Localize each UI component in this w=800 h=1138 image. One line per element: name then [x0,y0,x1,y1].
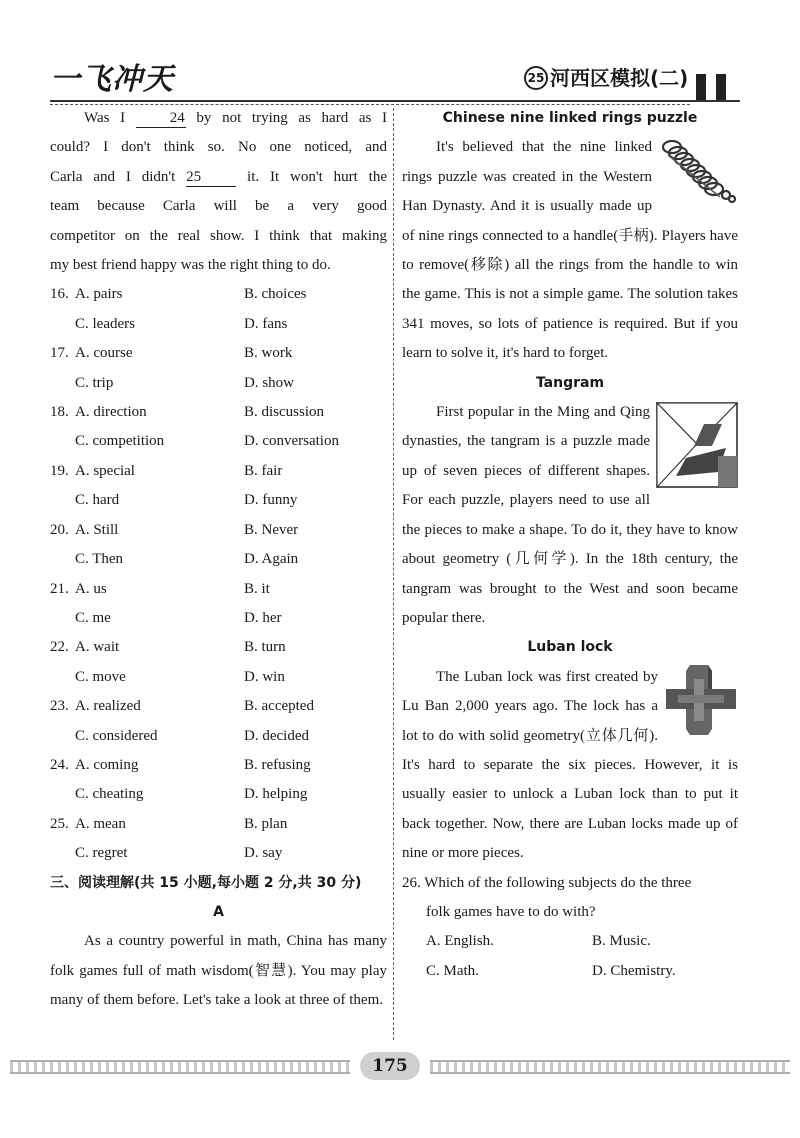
question-19-row-1: 19. A. special B. fair [50,462,283,479]
passage-line-2: could? I don't think so. No one noticed, and [50,139,387,156]
reading-section-title: 三、阅读理解(共 15 小题,每小题 2 分,共 30 分) [50,874,362,891]
page-header [0,0,800,110]
question-19-row-2: C. hard D. funny [75,492,298,509]
question-22-row-2: C. move D. win [75,668,285,685]
series-logo: 一飞冲天 [50,62,174,97]
question-26-row-2: C. Math. D. Chemistry. [426,962,676,979]
question-24-row-2: C. cheating D. helping [75,786,308,803]
question-26 [402,869,738,987]
right-column [402,104,738,986]
question-25-row-2: C. regret D. say [75,845,283,862]
part-label: A [213,903,224,920]
rings-section [402,133,738,368]
exam-badge [524,62,688,91]
exam-title: 河西区模拟(二) [550,66,689,90]
question-21-row-2: C. me D. her [75,609,282,626]
blank-25: 25 [186,168,236,187]
rings-title: Chinese nine linked rings puzzle [442,110,698,126]
page-footer [0,1050,800,1080]
page-number: 175 [360,1052,420,1080]
passage-line-6: my best friend happy was the right thing to do. [50,257,331,274]
passage-line-1: Was I 24 by not trying as hard as I [84,110,387,126]
question-list [50,280,387,868]
question-20-row-1: 20. A. Still B. Never [50,521,299,538]
luban-lock-image [664,663,738,735]
reading-intro: As a country powerful in math, China has many folk games full of math wisdom(智慧). You may play many of them before. Let's take a look at three of them. [50,933,387,1009]
nine-rings-puzzle-image [658,133,738,203]
header-rule [50,100,740,102]
question-18-row-2: C. competition D. conversation [75,433,339,450]
question-17-row-2: C. trip D. show [75,374,295,391]
question-16-row-2: C. leaders D. fans [75,315,288,332]
question-17-row-1: 17. A. course B. work [50,345,293,362]
luban-title: Luban lock [527,639,613,656]
question-24-row-1: 24. A. coming B. refusing [50,756,311,773]
blank-24: 24 [136,109,186,128]
passage-line-4: team because Carla will be a very good [50,198,387,215]
question-23-row-1: 23. A. realized B. accepted [50,698,314,715]
tangram-image [656,402,738,488]
question-22-row-1: 22. A. wait B. turn [50,639,286,656]
passage-line-3: Carla and I didn't 25 it. It won't hurt the [50,168,387,185]
rings-text: It's believed that the nine linked rings puzzle was created in the Western Han Dynasty. And it is usually made up of nine rings connected to a handle(手柄). Players have to remove(移除) all the rings from the handle to win the game. This is not a simple game. The solution takes 341 moves, so lots of patience is required. But if you learn to solve it, it's hard to forget. [402,139,738,362]
tangram-text: First popular in the Ming and Qing dynasties, the tangram is a puzzle made up of seven pieces of different shapes. For each puzzle, players need to use all the pieces to make a shape. To do it, they have to know about geometry (几何学). In the 18th century, the tangram was brought to the West and soon became popular there. [402,404,738,626]
question-20-row-2: C. Then D. Again [75,551,299,568]
luban-section [402,663,738,869]
question-21-row-1: 21. A. us B. it [50,580,270,597]
question-26-stem-line-2: folk games have to do with? [426,903,596,920]
question-26-row-1: A. English. B. Music. [426,933,651,950]
column-divider [393,108,394,1040]
footer-pattern-left [10,1060,350,1074]
question-16-row-1: 16. A. pairs B. choices [50,286,307,303]
exam-number-circle: 25 [524,66,548,90]
passage-line-5: competitor on the real show. I think that making [50,227,387,244]
checker-decoration [696,74,736,102]
footer-pattern-right [430,1060,790,1074]
question-18-row-1: 18. A. direction B. discussion [50,404,325,421]
tangram-title: Tangram [535,374,605,391]
question-23-row-2: C. considered D. decided [75,727,309,744]
luban-text: The Luban lock was first created by Lu Ban 2,000 years ago. The lock has a lot to do with solid geometry(立体几何). It's hard to separate the six pieces. However, it is usually easier to unlock a Luban lock than to put it back together. Now, there are Luban locks made up of nine or more pieces. [402,668,738,862]
question-26-stem-line-1: 26. Which of the following subjects do the three [402,874,692,891]
question-25-row-1: 25. A. mean B. plan [50,815,288,832]
tangram-section [402,398,738,633]
left-column [50,104,387,1016]
